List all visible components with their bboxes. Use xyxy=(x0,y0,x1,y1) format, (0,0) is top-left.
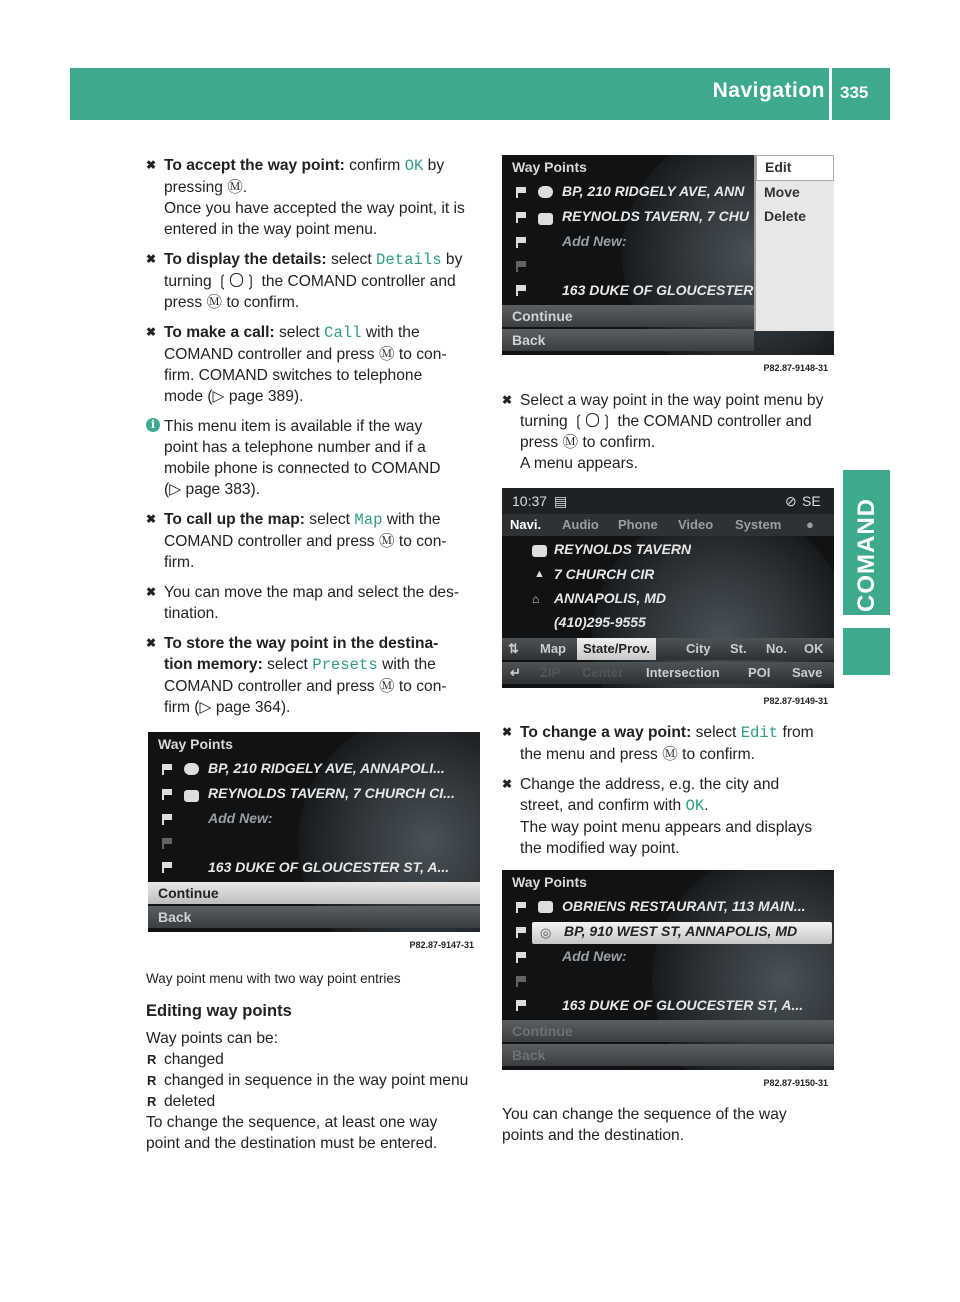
step-title: To display the details: xyxy=(164,251,327,268)
restaurant-icon xyxy=(184,790,199,802)
menu-item-edit[interactable]: Edit xyxy=(756,155,834,181)
step-text: with the xyxy=(365,324,420,341)
restaurant-icon xyxy=(532,545,547,557)
step-text: the COMAND controller and xyxy=(261,273,456,290)
closing-text: points and the destination. xyxy=(502,1127,685,1144)
left-column-bottom xyxy=(146,962,484,1154)
turn-controller-icon: ❲ ❳ xyxy=(216,273,258,290)
press-controller-icon: Ⓜ xyxy=(206,294,223,311)
bullet-icon: R xyxy=(147,1052,157,1067)
page-reference: (▷ page 383). xyxy=(164,481,261,498)
destination-row[interactable]: 163 DUKE OF GLOUCESTER ST, A... xyxy=(208,859,450,875)
poi-button[interactable]: POI xyxy=(748,665,771,680)
continue-button[interactable]: Continue xyxy=(148,882,480,904)
flag-icon xyxy=(516,927,527,938)
continue-button[interactable]: Continue xyxy=(502,305,754,327)
step-call-map xyxy=(146,509,484,573)
step-text: Select a way point in the way point menu by xyxy=(520,392,824,409)
step-title: To call up the map: xyxy=(164,511,305,528)
destination-flag-icon xyxy=(516,285,527,296)
add-new-row[interactable]: Add New: xyxy=(562,233,627,249)
list-item-text: changed xyxy=(164,1051,224,1068)
nav-item-system[interactable]: System xyxy=(735,517,782,532)
figure-code: P82.87-9150-31 xyxy=(763,1078,828,1088)
section-heading: Editing way points xyxy=(146,1002,292,1020)
step-arrow-icon: ✖ xyxy=(146,585,157,599)
screen-title: Way Points xyxy=(512,159,587,175)
back-button[interactable]: Back xyxy=(502,1044,834,1066)
step-text: firm. COMAND switches to telephone xyxy=(164,367,423,384)
step-text: the COMAND controller and xyxy=(617,413,812,430)
figure-modified-waypoints xyxy=(502,870,834,1090)
nav-item-phone[interactable]: Phone xyxy=(618,517,658,532)
press-controller-icon: Ⓜ xyxy=(662,746,678,763)
zip-button[interactable]: ZIP xyxy=(540,665,561,680)
step-change-address xyxy=(502,774,842,859)
step-text: to confirm. xyxy=(582,434,656,451)
header-divider xyxy=(829,68,832,120)
step-store-waypoint xyxy=(146,633,484,718)
step-text: select xyxy=(330,251,372,268)
address-name: REYNOLDS TAVERN xyxy=(554,541,692,557)
save-button[interactable]: Save xyxy=(792,665,823,680)
figure-caption: Way point menu with two way point entries xyxy=(146,971,401,986)
step-text: The way point menu appears and displays xyxy=(520,819,813,836)
screen-waypoints-modified xyxy=(502,870,834,1070)
waypoint-row-selected[interactable]: BP, 910 WEST ST, ANNAPOLIS, MD xyxy=(564,923,798,939)
side-tab-label: COMAND xyxy=(853,498,880,612)
step-text: select xyxy=(267,656,308,673)
fuel-icon: ◎ xyxy=(540,925,552,940)
step-text: COMAND controller and press xyxy=(164,533,375,550)
press-controller-icon: Ⓜ xyxy=(227,179,243,196)
options-icon[interactable]: ● xyxy=(806,517,814,532)
step-text: press xyxy=(520,434,559,451)
ui-term-map: Map xyxy=(354,511,383,529)
closing-text: You can change the sequence of the way xyxy=(502,1106,787,1123)
menu-item-move[interactable]: Move xyxy=(764,184,800,200)
info-icon: i xyxy=(146,418,160,432)
step-text: to con- xyxy=(398,533,447,550)
ok-button[interactable]: OK xyxy=(804,641,824,656)
compass-heading: SE xyxy=(802,493,821,509)
step-arrow-icon: ✖ xyxy=(146,636,157,650)
main-nav xyxy=(502,514,834,536)
step-text: with the xyxy=(386,511,441,528)
back-button[interactable]: Back xyxy=(148,906,480,928)
step-text: tination. xyxy=(164,605,219,622)
step-text: the modified way point. xyxy=(520,840,680,857)
press-controller-icon: Ⓜ xyxy=(378,678,395,695)
section-title: Navigation xyxy=(712,79,825,102)
step-text: . xyxy=(242,179,248,196)
step-display-details xyxy=(146,249,484,313)
step-text: pressing xyxy=(164,179,223,196)
press-controller-icon: Ⓜ xyxy=(378,346,395,363)
step-move-map xyxy=(146,582,484,624)
add-new-row[interactable]: Add New: xyxy=(562,948,627,964)
menu-item-delete[interactable]: Delete xyxy=(764,208,807,224)
step-title: To accept the way point: xyxy=(164,157,345,174)
page-number: 335 xyxy=(840,83,869,102)
clock: 10:37 xyxy=(512,493,548,509)
state-prov-button[interactable]: State/Prov. xyxy=(577,638,656,660)
step-text: select xyxy=(309,511,351,528)
step-text: COMAND controller and press xyxy=(164,678,375,695)
step-select-waypoint xyxy=(502,390,842,474)
list-item-text: changed in sequence in the way point menu xyxy=(164,1072,469,1089)
nav-item-navi[interactable]: Navi. xyxy=(510,517,542,532)
step-text: firm. xyxy=(164,554,195,571)
step-title: To store the way point in the destina- xyxy=(164,635,439,652)
fuel-icon xyxy=(538,186,553,198)
page-header xyxy=(70,68,890,120)
flag-icon xyxy=(516,976,527,987)
flag-icon xyxy=(162,814,173,825)
list-item xyxy=(146,1049,484,1070)
screen-waypoints xyxy=(148,732,480,932)
side-tab xyxy=(843,470,890,615)
step-text: select xyxy=(695,724,737,741)
step-text: Once you have accepted the way point, it is xyxy=(164,200,465,217)
flag-icon xyxy=(516,187,527,198)
step-title: To make a call: xyxy=(164,324,275,341)
left-column-top xyxy=(146,155,484,727)
step-text: to con- xyxy=(398,678,447,695)
step-arrow-icon: ✖ xyxy=(502,725,513,739)
flag-icon xyxy=(516,261,527,272)
note-text: This menu item is available if the way xyxy=(164,418,423,435)
context-menu xyxy=(754,155,834,331)
step-text: the menu and press xyxy=(520,746,658,763)
destination-row[interactable]: 163 DUKE OF GLOUCESTER xyxy=(562,282,754,298)
status-bar xyxy=(502,488,834,514)
button-bar-primary xyxy=(502,638,834,660)
street-icon: ▲ xyxy=(534,568,545,580)
step-make-call xyxy=(146,322,484,407)
flag-icon xyxy=(162,764,173,775)
note-text: mobile phone is connected to COMAND xyxy=(164,460,441,477)
step-text: You can move the map and select the des- xyxy=(164,584,460,601)
continue-button[interactable]: Continue xyxy=(502,1020,834,1042)
step-text: press xyxy=(164,294,203,311)
destination-flag-icon xyxy=(516,1000,527,1011)
intersection-button[interactable]: Intersection xyxy=(646,665,720,680)
ui-term-call: Call xyxy=(324,324,362,342)
step-text: to con- xyxy=(398,346,447,363)
fuel-icon xyxy=(184,763,199,775)
flag-icon xyxy=(516,902,527,913)
step-arrow-icon: ✖ xyxy=(502,393,513,407)
back-icon[interactable]: ↵ xyxy=(510,665,521,680)
flag-icon xyxy=(162,838,173,849)
step-text: select xyxy=(279,324,320,341)
outro-text: To change the sequence, at least one way xyxy=(146,1114,438,1131)
side-tab-marker xyxy=(843,628,890,675)
button-bar-secondary xyxy=(502,662,834,684)
address-city: ANNAPOLIS, MD xyxy=(554,590,666,606)
destination-row[interactable]: 163 DUKE OF GLOUCESTER ST, A... xyxy=(562,997,804,1013)
city-button[interactable]: City xyxy=(686,641,711,656)
figure-waypoint-edit-menu xyxy=(502,155,834,375)
step-text: by xyxy=(427,157,445,174)
step-title: tion memory: xyxy=(164,656,263,673)
screen-address-entry xyxy=(502,488,834,688)
list-item-text: deleted xyxy=(164,1093,216,1110)
figure-code: P82.87-9149-31 xyxy=(763,696,828,706)
page-reference: firm (▷ page 364). xyxy=(164,699,291,716)
screen-waypoints-menu xyxy=(502,155,834,355)
nav-item-audio[interactable]: Audio xyxy=(562,517,599,532)
step-change-waypoint xyxy=(502,722,842,765)
step-text: by xyxy=(445,251,463,268)
compass-icon: ⊘ xyxy=(785,493,797,509)
step-text: A menu appears. xyxy=(520,455,638,472)
step-text: COMAND controller and press xyxy=(164,346,375,363)
waypoint-row[interactable]: BP, 210 RIDGELY AVE, ANN xyxy=(562,183,745,199)
waypoint-row[interactable]: OBRIENS RESTAURANT, 113 MAIN... xyxy=(562,898,806,914)
step-text: . xyxy=(704,797,709,814)
add-new-row[interactable]: Add New: xyxy=(208,810,273,826)
list-item xyxy=(146,1070,484,1091)
step-arrow-icon: ✖ xyxy=(146,325,157,339)
restaurant-icon xyxy=(538,213,553,225)
figure-waypoint-menu xyxy=(148,732,480,952)
figure-code: P82.87-9147-31 xyxy=(409,940,474,950)
right-column-steps xyxy=(502,722,842,868)
signal-icon: ▤ xyxy=(554,493,568,509)
bullet-icon: R xyxy=(147,1073,157,1088)
city-icon: ⌂ xyxy=(532,592,540,606)
address-phone: (410)295-9555 xyxy=(554,614,646,630)
scroll-icon[interactable]: ⇅ xyxy=(508,641,519,656)
step-text: turning xyxy=(520,413,568,430)
list-item xyxy=(146,1091,484,1112)
figure-code: P82.87-9148-31 xyxy=(763,363,828,373)
waypoint-row[interactable]: BP, 210 RIDGELY AVE, ANNAPOLI... xyxy=(208,760,445,776)
step-text: Change the address, e.g. the city and xyxy=(520,776,780,793)
ui-term-details: Details xyxy=(376,251,442,269)
note-text: point has a telephone number and if a xyxy=(164,439,426,456)
step-text: to confirm. xyxy=(226,294,300,311)
step-text: confirm xyxy=(349,157,401,174)
press-controller-icon: Ⓜ xyxy=(378,533,395,550)
address-street: 7 CHURCH CIR xyxy=(554,566,655,582)
flag-icon xyxy=(516,237,527,248)
destination-flag-icon xyxy=(162,862,173,873)
right-column-mid xyxy=(502,390,842,483)
flag-icon xyxy=(162,789,173,800)
step-text: entered in the way point menu. xyxy=(164,221,378,238)
step-arrow-icon: ✖ xyxy=(502,777,513,791)
press-controller-icon: Ⓜ xyxy=(562,434,579,451)
flag-icon xyxy=(516,212,527,223)
ui-term-ok: OK xyxy=(685,797,705,815)
nav-item-video[interactable]: Video xyxy=(678,517,714,532)
ui-term-ok: OK xyxy=(404,157,424,175)
screen-title: Way Points xyxy=(512,874,587,890)
number-button[interactable]: No. xyxy=(766,641,787,656)
step-accept-waypoint xyxy=(146,155,484,240)
ui-term-presets: Presets xyxy=(312,656,378,674)
waypoint-row[interactable]: REYNOLDS TAVERN, 7 CHU xyxy=(562,208,749,224)
step-text: street, and confirm with xyxy=(520,797,682,814)
page-reference: mode (▷ page 389). xyxy=(164,388,304,405)
step-arrow-icon: ✖ xyxy=(146,252,157,266)
intro-text: Way points can be: xyxy=(146,1030,279,1047)
figure-address-entry xyxy=(502,488,834,708)
step-text: with the xyxy=(382,656,436,673)
turn-controller-icon: ❲ ❳ xyxy=(572,413,614,430)
screen-title: Way Points xyxy=(158,736,233,752)
step-arrow-icon: ✖ xyxy=(146,512,157,526)
outro-text: point and the destination must be entered. xyxy=(146,1135,438,1152)
back-button[interactable]: Back xyxy=(502,329,754,351)
flag-icon xyxy=(516,952,527,963)
step-text: to confirm. xyxy=(682,746,755,763)
street-button[interactable]: St. xyxy=(730,641,747,656)
step-arrow-icon: ✖ xyxy=(146,158,157,172)
bullet-icon: R xyxy=(147,1094,157,1109)
right-column-bottom xyxy=(502,1104,842,1146)
center-button[interactable]: Center xyxy=(582,665,624,680)
map-button[interactable]: Map xyxy=(540,641,566,656)
restaurant-icon xyxy=(538,901,553,913)
step-text: from xyxy=(782,724,814,741)
step-text: turning xyxy=(164,273,212,290)
info-note xyxy=(146,416,484,500)
waypoint-row[interactable]: REYNOLDS TAVERN, 7 CHURCH CI... xyxy=(208,785,455,801)
step-title: To change a way point: xyxy=(520,724,692,741)
ui-term-edit: Edit xyxy=(740,724,779,742)
